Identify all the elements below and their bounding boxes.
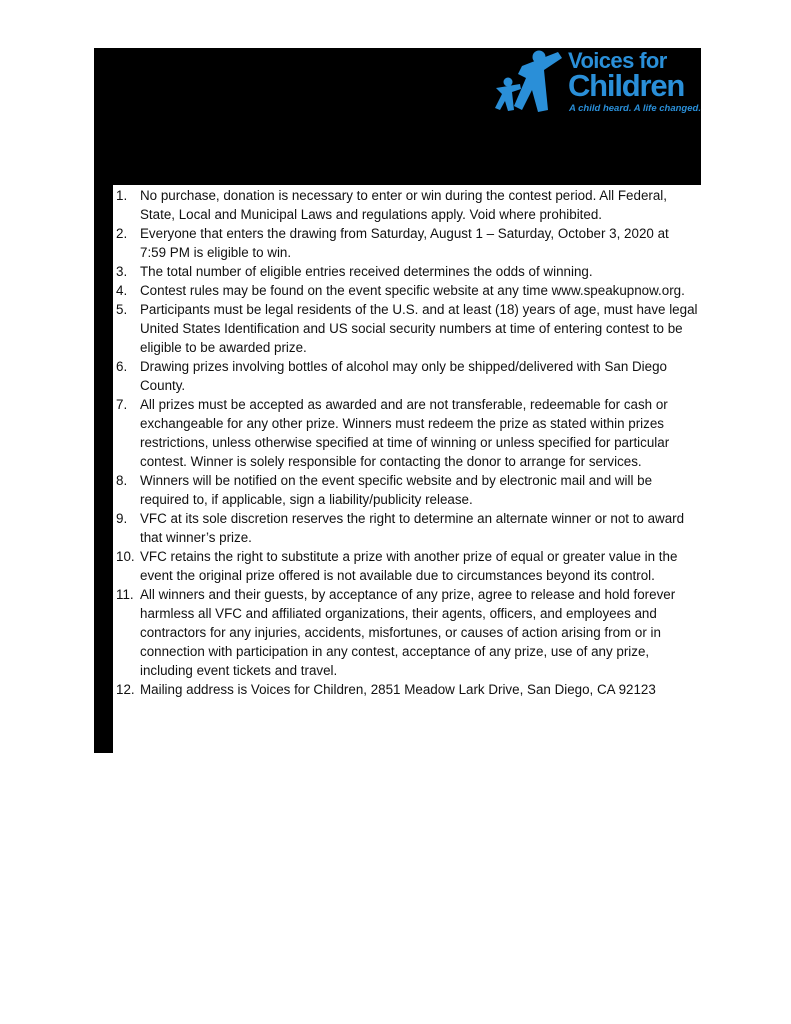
- logo-wordmark-line2: Children: [568, 68, 685, 103]
- rule-item: [113, 395, 698, 471]
- logo-tagline: A child heard. A life changed.: [569, 103, 701, 114]
- rule-number: 10.: [116, 549, 135, 564]
- rule-text: No purchase, donation is necessary to enter or win during the contest period. All Federal, State, Local and Municipal Laws and regulations apply. Void where prohibited.: [140, 188, 667, 222]
- rule-item: [113, 471, 698, 509]
- rule-number: 8.: [116, 473, 128, 488]
- rule-item: [113, 224, 698, 262]
- rule-number: 6.: [116, 359, 128, 374]
- contest-rules-list: [113, 186, 698, 699]
- rule-item: [113, 281, 698, 300]
- rule-item: [113, 585, 698, 680]
- voices-for-children-logo: [492, 48, 702, 118]
- rule-text: Drawing prizes involving bottles of alcohol may only be shipped/delivered with San Diego County.: [140, 359, 667, 393]
- left-margin-bar: [94, 185, 113, 753]
- rule-text: Contest rules may be found on the event specific website at any time www.speakupnow.org.: [140, 283, 685, 298]
- rule-number: 3.: [116, 264, 128, 279]
- rule-number: 2.: [116, 226, 128, 241]
- rule-text: The total number of eligible entries received determines the odds of winning.: [140, 264, 593, 279]
- children-figures-icon: [492, 48, 568, 118]
- rule-item: [113, 262, 698, 281]
- rule-number: 9.: [116, 511, 128, 526]
- rule-item: [113, 547, 698, 585]
- rule-text: VFC at its sole discretion reserves the right to determine an alternate winner or not to award that winner’s prize.: [140, 511, 685, 545]
- rule-item: [113, 300, 698, 357]
- rule-text: VFC retains the right to substitute a prize with another prize of equal or greater value in the event the original prize offered is not available due to circumstances beyond its control.: [140, 549, 678, 583]
- rule-text: Mailing address is Voices for Children, 2851 Meadow Lark Drive, San Diego, CA 92123: [140, 682, 656, 697]
- rule-text: All winners and their guests, by acceptance of any prize, agree to release and hold forever harmless all VFC and affiliated organizations, their agents, officers, and employees and contractors for any injuries, accidents, misfortunes, or causes of action arising from or in connection with participation in any contest, acceptance of any prize, use of any prize, including event tickets and travel.: [140, 587, 676, 678]
- rule-text: Everyone that enters the drawing from Saturday, August 1 – Saturday, October 3, 2020 at 7:59 PM is eligible to win.: [140, 226, 669, 260]
- rule-item: [113, 680, 698, 699]
- rule-text: Participants must be legal residents of the U.S. and at least (18) years of age, must have legal United States Identification and US social security numbers at time of entering contest to be eligible to be awarded prize.: [140, 302, 698, 355]
- rule-text: All prizes must be accepted as awarded and are not transferable, redeemable for cash or exchangeable for any other prize. Winners must redeem the prize as stated within prizes restrictions, unless otherwise specified at time of winning or unless specified for particular contest. Winner is solely responsible for contacting the donor to arrange for services.: [140, 397, 670, 469]
- rule-number: 1.: [116, 188, 128, 203]
- rule-item: [113, 186, 698, 224]
- rule-item: [113, 509, 698, 547]
- rule-text: Winners will be notified on the event specific website and by electronic mail and will be required to, if applicable, sign a liability/publicity release.: [140, 473, 653, 507]
- rule-number: 12.: [116, 682, 135, 697]
- logo-wordmark-line1: Voices for: [568, 48, 667, 73]
- rule-number: 7.: [116, 397, 128, 412]
- rule-item: [113, 357, 698, 395]
- rule-number: 11.: [116, 587, 134, 602]
- rule-number: 4.: [116, 283, 128, 298]
- rule-number: 5.: [116, 302, 128, 317]
